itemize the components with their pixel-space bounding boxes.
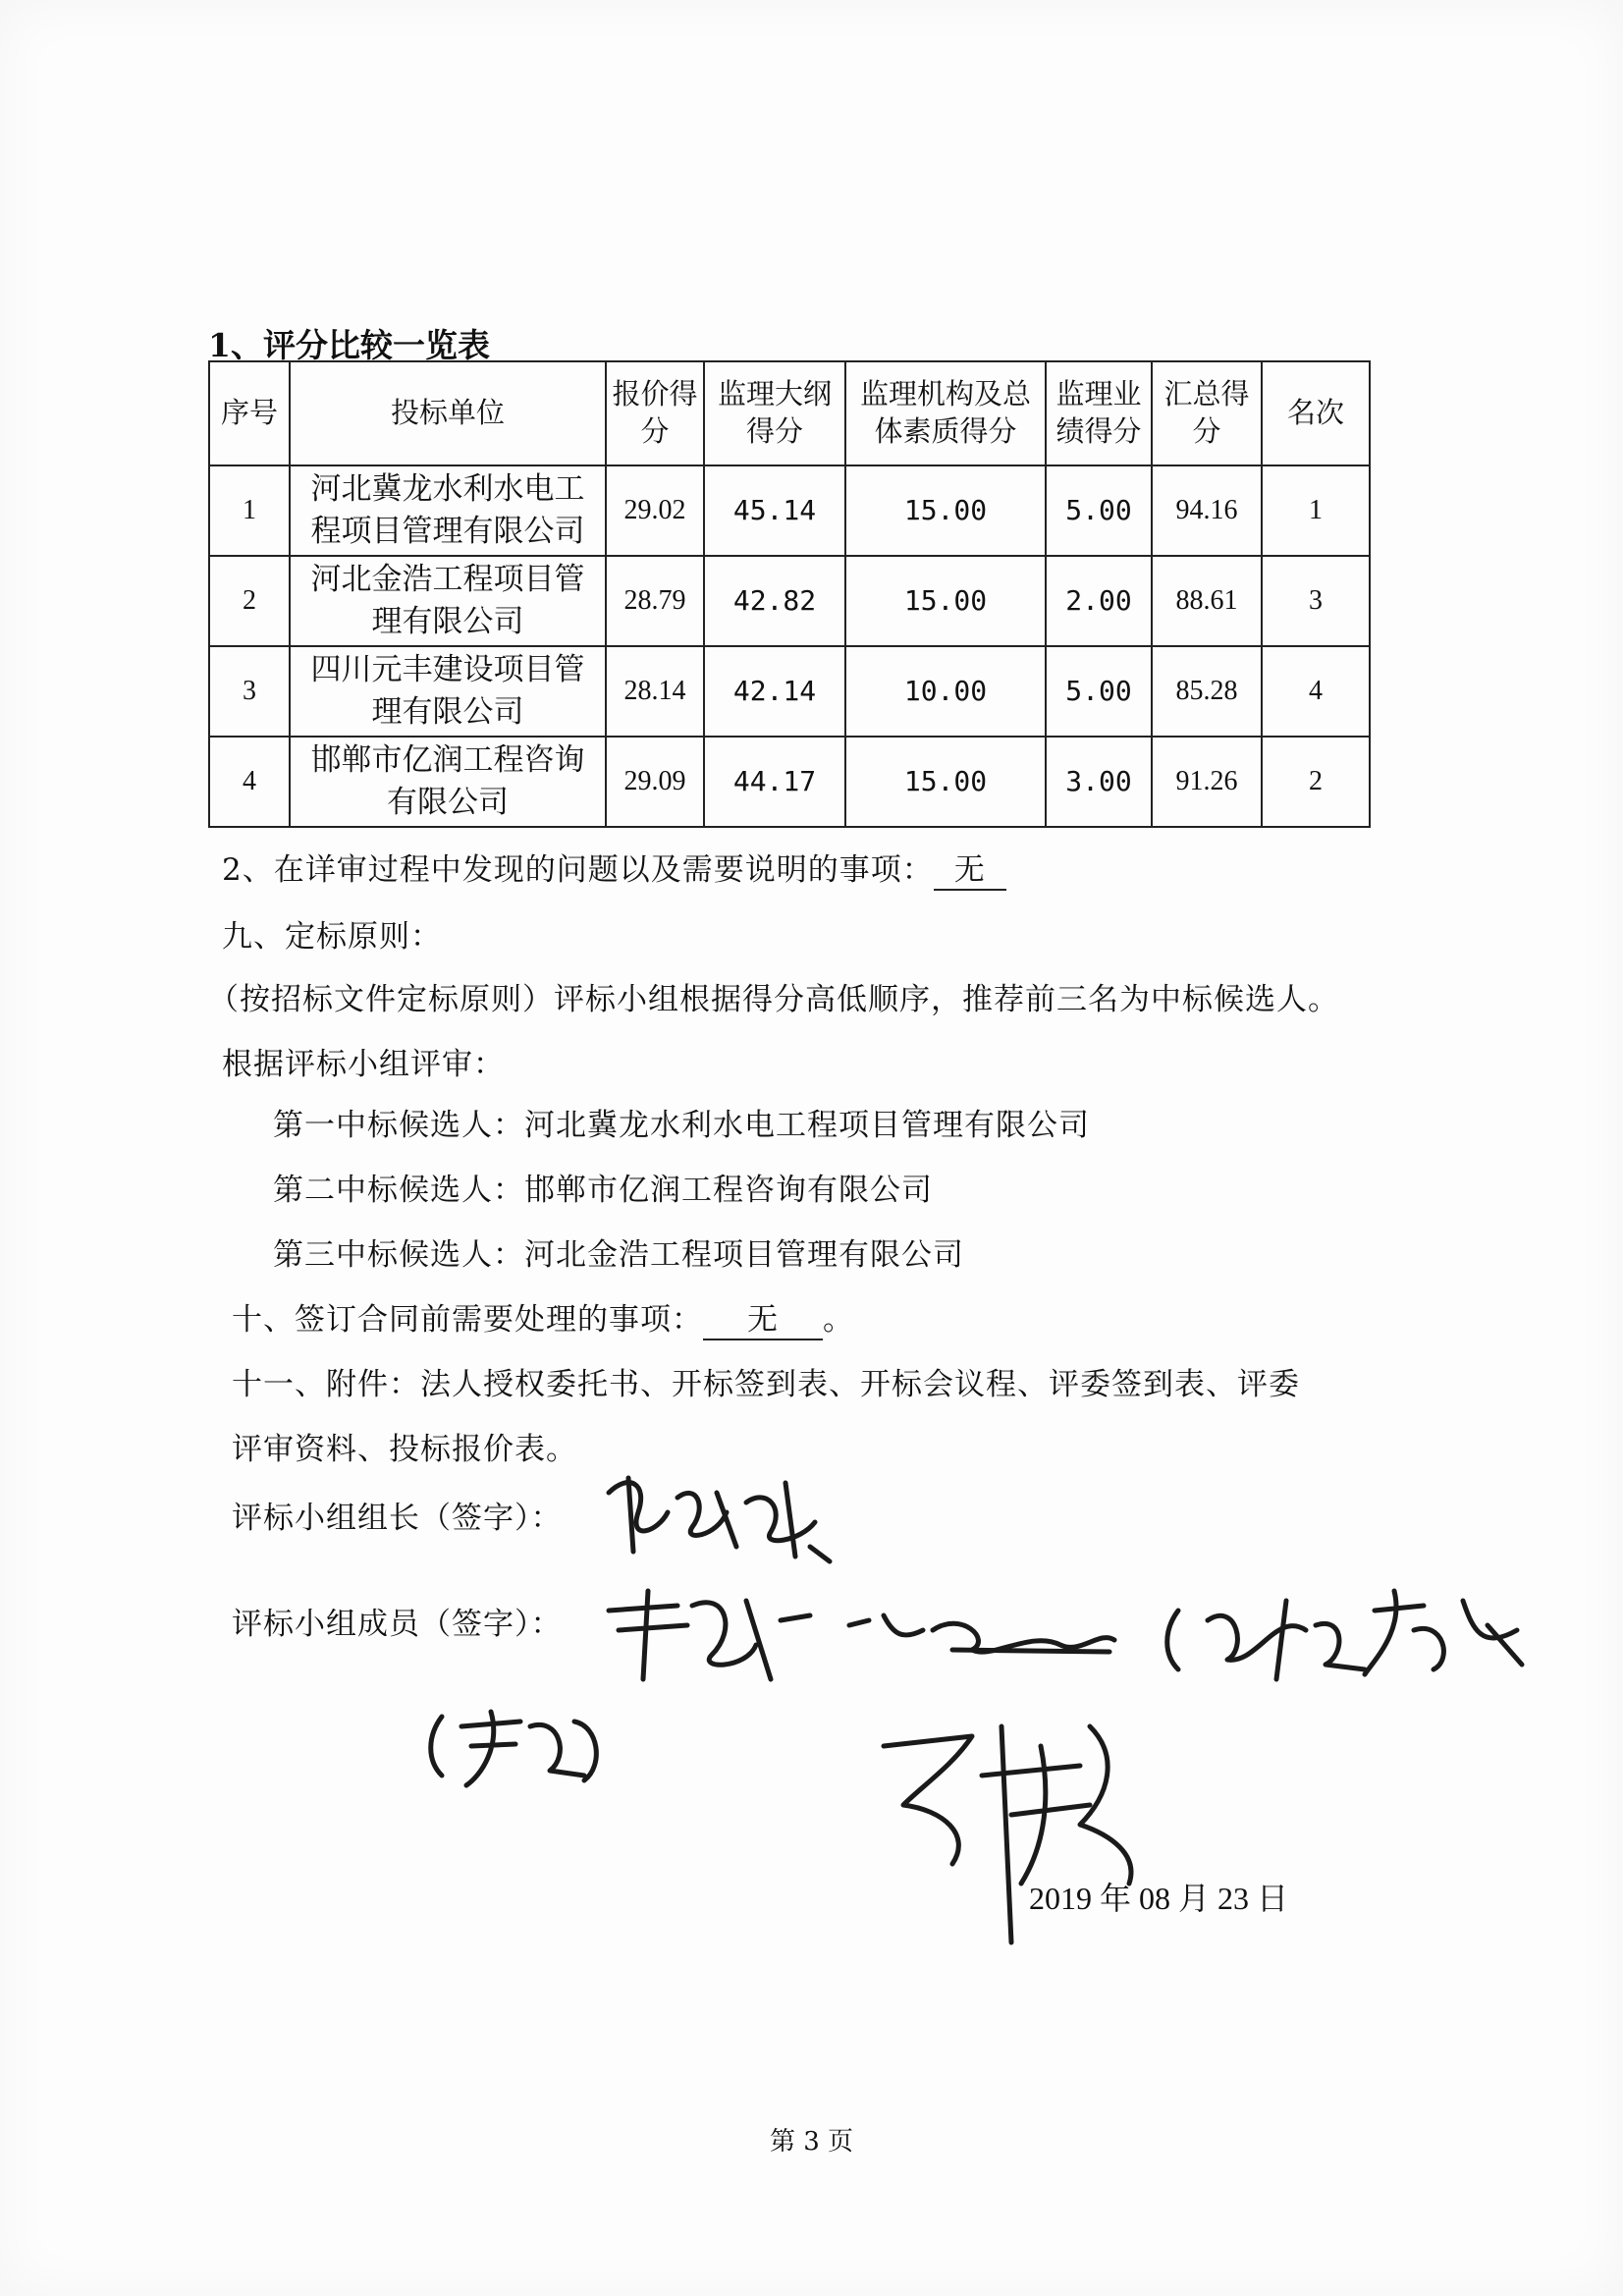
cell-bidder: 河北金浩工程项目管理有限公司 [290, 556, 606, 646]
leader-signature-label: 评标小组组长（签字）： [232, 1501, 563, 1536]
candidate-third-label: 第三中标候选人： [273, 1237, 524, 1273]
cell-performance-score: 2.00 [1046, 556, 1152, 646]
candidate-first-label: 第一中标候选人： [273, 1108, 524, 1143]
issues-line [222, 845, 1006, 891]
table-row [209, 737, 1370, 827]
candidate-first-name: 河北冀龙水利水电工程项目管理有限公司 [524, 1108, 1090, 1143]
cell-bidder: 四川元丰建设项目管理有限公司 [290, 646, 606, 737]
cell-price-score: 29.09 [606, 737, 704, 827]
cell-organization-score: 15.00 [845, 465, 1046, 556]
table-row [209, 646, 1370, 737]
header-performance-score: 监理业绩得分 [1046, 361, 1152, 465]
cell-total-score: 85.28 [1152, 646, 1262, 737]
members-signature-label: 评标小组成员（签字）： [232, 1607, 563, 1642]
page-number: 第 3 页 [769, 2127, 854, 2157]
candidate-second [273, 1165, 933, 1209]
cell-total-score: 88.61 [1152, 556, 1262, 646]
cell-outline-score: 42.82 [704, 556, 845, 646]
document-date: 2019 年 08 月 23 日 [1029, 1881, 1289, 1916]
cell-performance-score: 3.00 [1046, 737, 1152, 827]
cell-bidder: 河北冀龙水利水电工程项目管理有限公司 [290, 465, 606, 556]
cell-organization-score: 15.00 [845, 737, 1046, 827]
section1-title: 1、评分比较一览表 [208, 326, 490, 364]
cell-index: 2 [209, 556, 290, 646]
members-signature-image [599, 1571, 1542, 1689]
header-bidder: 投标单位 [290, 361, 606, 465]
cell-bidder: 邯郸市亿润工程咨询有限公司 [290, 737, 606, 827]
section10-label: 十、签订合同前需要处理的事项： [232, 1302, 703, 1338]
table-header-row [209, 361, 1370, 465]
cell-rank: 2 [1262, 737, 1370, 827]
cell-price-score: 28.79 [606, 556, 704, 646]
section10-line [232, 1294, 854, 1340]
header-total-score: 汇总得分 [1152, 361, 1262, 465]
candidate-first [273, 1100, 1090, 1144]
score-table [208, 360, 1371, 828]
header-outline-score: 监理大纲得分 [704, 361, 845, 465]
cell-index: 3 [209, 646, 290, 737]
section11-line2: 评审资料、投标报价表。 [232, 1432, 577, 1467]
leader-signature-image [589, 1453, 844, 1571]
section11-line1: 十一、附件：法人授权委托书、开标签到表、开标会议程、评委签到表、评委 [232, 1367, 1300, 1402]
cell-rank: 3 [1262, 556, 1370, 646]
section9-title: 九、定标原则： [222, 919, 442, 955]
candidate-second-label: 第二中标候选人： [273, 1173, 524, 1208]
candidate-third [273, 1230, 964, 1274]
candidate-third-name: 河北金浩工程项目管理有限公司 [524, 1237, 964, 1273]
table-row [209, 465, 1370, 556]
cell-organization-score: 15.00 [845, 556, 1046, 646]
cell-total-score: 91.26 [1152, 737, 1262, 827]
cell-price-score: 28.14 [606, 646, 704, 737]
cell-rank: 4 [1262, 646, 1370, 737]
cell-index: 1 [209, 465, 290, 556]
cell-organization-score: 10.00 [845, 646, 1046, 737]
issues-label: 2、在详审过程中发现的问题以及需要说明的事项： [222, 852, 934, 888]
member-signature-image-2 [412, 1687, 628, 1795]
cell-performance-score: 5.00 [1046, 465, 1152, 556]
cell-total-score: 94.16 [1152, 465, 1262, 556]
cell-performance-score: 5.00 [1046, 646, 1152, 737]
section9-rule: （按招标文件定标原则）评标小组根据得分高低顺序，推荐前三名为中标候选人。 [208, 982, 1339, 1017]
header-index: 序号 [209, 361, 290, 465]
cell-index: 4 [209, 737, 290, 827]
cell-outline-score: 45.14 [704, 465, 845, 556]
cell-rank: 1 [1262, 465, 1370, 556]
cell-outline-score: 44.17 [704, 737, 845, 827]
section9-intro: 根据评标小组评审： [222, 1047, 505, 1082]
table-row [209, 556, 1370, 646]
cell-outline-score: 42.14 [704, 646, 845, 737]
header-rank: 名次 [1262, 361, 1370, 465]
section10-value: 无 [703, 1303, 823, 1340]
header-price-score: 报价得分 [606, 361, 704, 465]
header-organization-score: 监理机构及总体素质得分 [845, 361, 1046, 465]
issues-value: 无 [934, 853, 1006, 891]
member-signature-image-3 [864, 1687, 1159, 1982]
section10-end: 。 [823, 1302, 854, 1338]
candidate-second-name: 邯郸市亿润工程咨询有限公司 [524, 1173, 933, 1208]
cell-price-score: 29.02 [606, 465, 704, 556]
